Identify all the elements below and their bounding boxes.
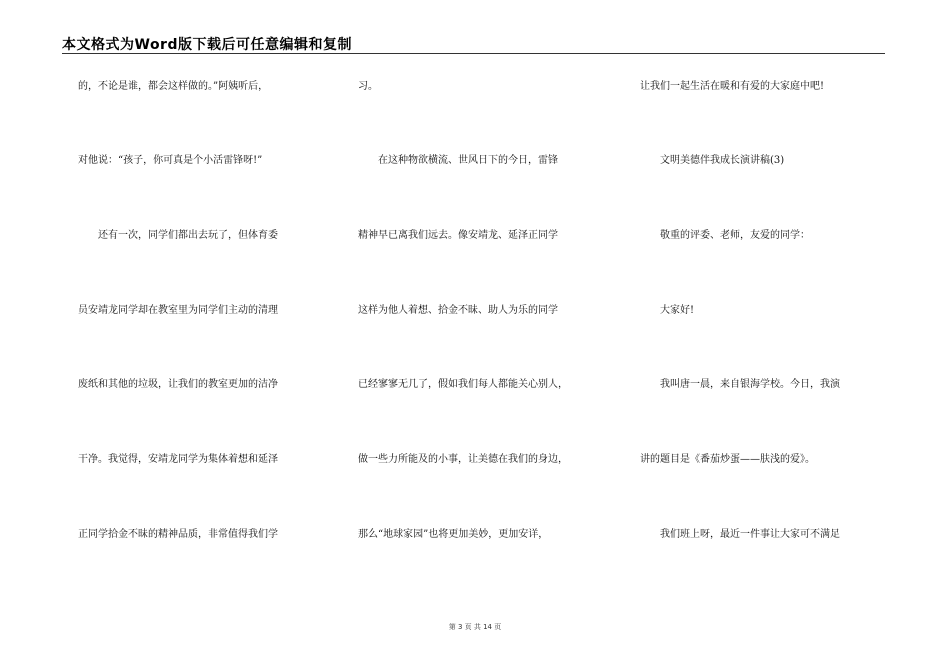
- text-line: 在这种物欲横流、世风日下的今日，雷锋: [358, 155, 558, 166]
- text-line: 做一些力所能及的小事，让美德在我们的身边，: [358, 454, 568, 465]
- text-line: 员安靖龙同学却在教室里为同学们主动的清理: [78, 305, 278, 316]
- text-line: 废纸和其他的垃圾，让我们的教室更加的洁净: [78, 379, 278, 390]
- text-line: 讲的题目是《番茄炒蛋——肤浅的爱》。: [640, 454, 815, 465]
- text-line: 那么“地球家园”也将更加美妙，更加安详，: [358, 529, 549, 540]
- page-number: 第 3 页 共 14 页: [448, 623, 502, 631]
- document-title: 本文格式为Word版下载后可任意编辑和复制: [62, 37, 352, 53]
- text-line: 对他说：“孩子，你可真是个小活雷锋呀!”: [78, 155, 263, 166]
- text-line: 我叫唐一晨，来自银海学校。今日，我演: [640, 379, 840, 390]
- text-line: 文明美德伴我成长演讲稿(3): [640, 155, 785, 166]
- text-line: 让我们一起生活在暖和有爱的大家庭中吧!: [640, 81, 825, 92]
- header-divider: [62, 53, 885, 54]
- text-line: 已经寥寥无几了，假如我们每人都能关心别人，: [358, 379, 568, 390]
- text-line: 这样为他人着想、拾金不昧、助人为乐的同学: [358, 305, 558, 316]
- text-line: 的，不论是谁，都会这样做的。”阿姨听后，: [78, 81, 269, 92]
- text-line: 大家好!: [640, 305, 695, 316]
- text-line: 还有一次，同学们都出去玩了，但体育委: [78, 230, 278, 241]
- text-line: 精神早已离我们远去。像安靖龙、延泽正同学: [358, 230, 558, 241]
- text-line: 敬重的评委、老师，友爱的同学：: [640, 230, 810, 241]
- text-line: 我们班上呀，最近一件事让大家可不满足: [640, 529, 840, 540]
- text-line: 习。: [358, 81, 378, 92]
- text-line: 正同学拾金不昧的精神品质，非常值得我们学: [78, 529, 278, 540]
- text-line: 干净。我觉得，安靖龙同学为集体着想和延泽: [78, 454, 278, 465]
